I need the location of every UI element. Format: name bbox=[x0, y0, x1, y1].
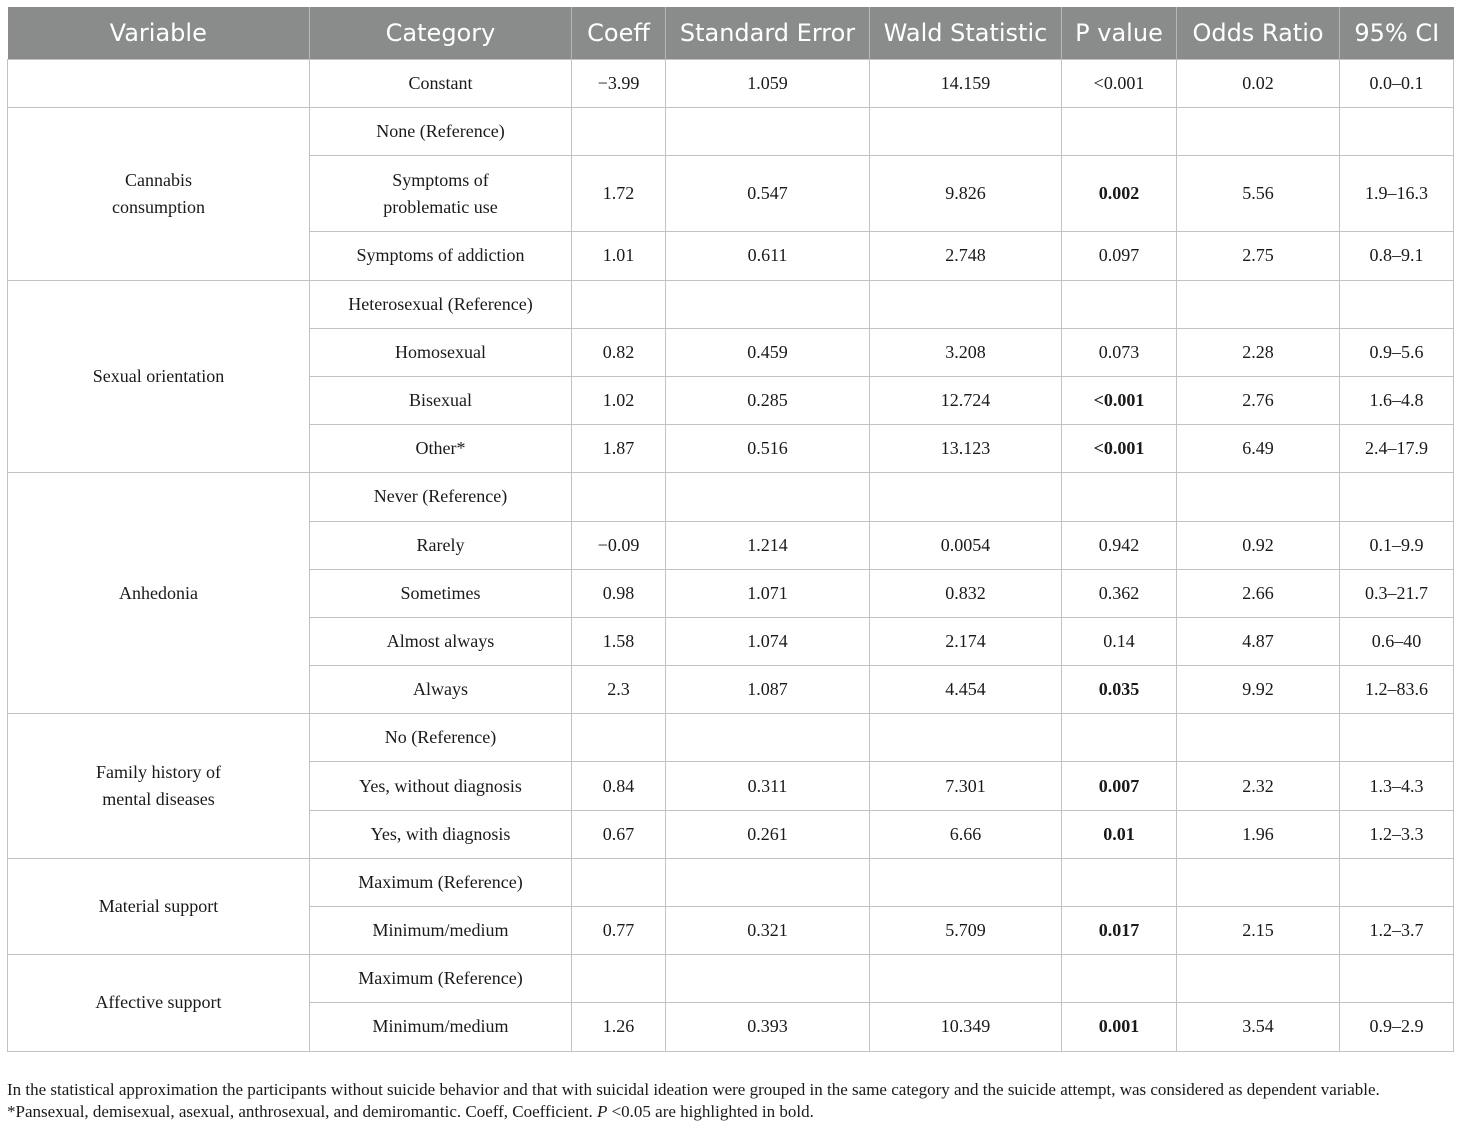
p-value-cell bbox=[1062, 108, 1177, 156]
odds-ratio-cell: 3.54 bbox=[1177, 1003, 1340, 1051]
category-cell: Rarely bbox=[310, 521, 572, 569]
wald-statistic-cell: 10.349 bbox=[870, 1003, 1062, 1051]
odds-ratio-cell: 2.15 bbox=[1177, 907, 1340, 955]
standard-error-cell bbox=[666, 955, 870, 1003]
category-cell: Sometimes bbox=[310, 569, 572, 617]
wald-statistic-cell: 0.0054 bbox=[870, 521, 1062, 569]
variable-cell: Affective support bbox=[8, 955, 310, 1051]
wald-statistic-cell: 9.826 bbox=[870, 156, 1062, 232]
wald-statistic-cell: 2.748 bbox=[870, 232, 1062, 280]
p-value-cell: 0.002 bbox=[1062, 156, 1177, 232]
odds-ratio-cell: 4.87 bbox=[1177, 617, 1340, 665]
category-cell: Minimum/medium bbox=[310, 907, 572, 955]
category-cell: Yes, with diagnosis bbox=[310, 810, 572, 858]
coeff-cell: 1.72 bbox=[572, 156, 666, 232]
standard-error-cell: 0.547 bbox=[666, 156, 870, 232]
ci-cell: 1.3–4.3 bbox=[1340, 762, 1454, 810]
footnote-p-symbol: P bbox=[596, 1102, 608, 1121]
wald-statistic-cell: 7.301 bbox=[870, 762, 1062, 810]
standard-error-cell: 0.611 bbox=[666, 232, 870, 280]
table-row bbox=[8, 955, 1454, 1003]
ci-cell bbox=[1340, 858, 1454, 906]
standard-error-cell: 1.087 bbox=[666, 666, 870, 714]
wald-statistic-cell: 3.208 bbox=[870, 328, 1062, 376]
standard-error-cell: 0.393 bbox=[666, 1003, 870, 1051]
ci-cell bbox=[1340, 714, 1454, 762]
footnote-text-2: <0.05 are highlighted in bold. bbox=[607, 1102, 814, 1121]
wald-statistic-cell: 0.832 bbox=[870, 569, 1062, 617]
p-value-cell: 0.01 bbox=[1062, 810, 1177, 858]
odds-ratio-cell: 1.96 bbox=[1177, 810, 1340, 858]
standard-error-cell bbox=[666, 280, 870, 328]
odds-ratio-cell: 2.28 bbox=[1177, 328, 1340, 376]
category-cell: Maximum (Reference) bbox=[310, 955, 572, 1003]
variable-cell: Cannabis consumption bbox=[8, 108, 310, 280]
wald-statistic-cell bbox=[870, 858, 1062, 906]
header-odds-ratio: Odds Ratio bbox=[1177, 7, 1340, 60]
odds-ratio-cell: 0.02 bbox=[1177, 60, 1340, 108]
ci-cell: 0.9–2.9 bbox=[1340, 1003, 1454, 1051]
p-value-cell: 0.007 bbox=[1062, 762, 1177, 810]
odds-ratio-cell: 0.92 bbox=[1177, 521, 1340, 569]
odds-ratio-cell: 2.66 bbox=[1177, 569, 1340, 617]
p-value-cell: 0.942 bbox=[1062, 521, 1177, 569]
coeff-cell bbox=[572, 108, 666, 156]
wald-statistic-cell: 5.709 bbox=[870, 907, 1062, 955]
standard-error-cell: 1.071 bbox=[666, 569, 870, 617]
coeff-cell: 1.87 bbox=[572, 425, 666, 473]
category-cell: Symptoms of problematic use bbox=[310, 156, 572, 232]
p-value-cell: <0.001 bbox=[1062, 376, 1177, 424]
ci-cell: 1.2–83.6 bbox=[1340, 666, 1454, 714]
wald-statistic-cell bbox=[870, 473, 1062, 521]
category-cell: Symptoms of addiction bbox=[310, 232, 572, 280]
ci-cell bbox=[1340, 955, 1454, 1003]
category-cell: Heterosexual (Reference) bbox=[310, 280, 572, 328]
ci-cell: 2.4–17.9 bbox=[1340, 425, 1454, 473]
wald-statistic-cell: 14.159 bbox=[870, 60, 1062, 108]
coeff-cell: 0.82 bbox=[572, 328, 666, 376]
odds-ratio-cell bbox=[1177, 858, 1340, 906]
header-p-value: P value bbox=[1062, 7, 1177, 60]
ci-cell bbox=[1340, 473, 1454, 521]
header-wald-statistic: Wald Statistic bbox=[870, 7, 1062, 60]
odds-ratio-cell: 6.49 bbox=[1177, 425, 1340, 473]
p-value-cell: 0.073 bbox=[1062, 328, 1177, 376]
p-value-cell: 0.362 bbox=[1062, 569, 1177, 617]
table-row bbox=[8, 280, 1454, 328]
odds-ratio-cell: 2.75 bbox=[1177, 232, 1340, 280]
odds-ratio-cell bbox=[1177, 714, 1340, 762]
ci-cell: 0.6–40 bbox=[1340, 617, 1454, 665]
odds-ratio-cell: 9.92 bbox=[1177, 666, 1340, 714]
footnote-text-1: In the statistical approximation the participants without suicide behavior and that with suicidal ideation were grouped in the same category and the suicide attempt, was considered as dependent variable. *Pansexual, demisexual, asexual, anthrosexual, and demiromantic. Coeff, Coefficient. bbox=[7, 1080, 1380, 1121]
header-standard-error: Standard Error bbox=[666, 7, 870, 60]
standard-error-cell: 1.214 bbox=[666, 521, 870, 569]
ci-cell: 1.2–3.7 bbox=[1340, 907, 1454, 955]
ci-cell: 0.1–9.9 bbox=[1340, 521, 1454, 569]
table-row bbox=[8, 60, 1454, 108]
ci-cell: 0.3–21.7 bbox=[1340, 569, 1454, 617]
category-cell: Homosexual bbox=[310, 328, 572, 376]
category-cell: Constant bbox=[310, 60, 572, 108]
ci-cell: 1.6–4.8 bbox=[1340, 376, 1454, 424]
standard-error-cell bbox=[666, 108, 870, 156]
odds-ratio-cell: 2.76 bbox=[1177, 376, 1340, 424]
standard-error-cell: 0.285 bbox=[666, 376, 870, 424]
p-value-cell bbox=[1062, 955, 1177, 1003]
standard-error-cell bbox=[666, 714, 870, 762]
p-value-cell bbox=[1062, 473, 1177, 521]
variable-cell: Family history of mental diseases bbox=[8, 714, 310, 859]
header-row bbox=[8, 7, 1454, 60]
wald-statistic-cell: 2.174 bbox=[870, 617, 1062, 665]
p-value-cell: 0.001 bbox=[1062, 1003, 1177, 1051]
p-value-cell: 0.017 bbox=[1062, 907, 1177, 955]
odds-ratio-cell: 5.56 bbox=[1177, 156, 1340, 232]
variable-cell: Sexual orientation bbox=[8, 280, 310, 473]
coeff-cell: −3.99 bbox=[572, 60, 666, 108]
p-value-cell bbox=[1062, 280, 1177, 328]
coeff-cell: 1.01 bbox=[572, 232, 666, 280]
standard-error-cell: 0.459 bbox=[666, 328, 870, 376]
header-ci: 95% CI bbox=[1340, 7, 1454, 60]
p-value-cell: 0.097 bbox=[1062, 232, 1177, 280]
coeff-cell: 0.77 bbox=[572, 907, 666, 955]
p-value-cell: 0.035 bbox=[1062, 666, 1177, 714]
category-cell: Maximum (Reference) bbox=[310, 858, 572, 906]
odds-ratio-cell bbox=[1177, 108, 1340, 156]
ci-cell: 0.9–5.6 bbox=[1340, 328, 1454, 376]
standard-error-cell bbox=[666, 473, 870, 521]
wald-statistic-cell bbox=[870, 714, 1062, 762]
coeff-cell: 0.98 bbox=[572, 569, 666, 617]
coeff-cell bbox=[572, 955, 666, 1003]
coeff-cell bbox=[572, 280, 666, 328]
ci-cell bbox=[1340, 108, 1454, 156]
variable-cell bbox=[8, 60, 310, 108]
category-cell: Always bbox=[310, 666, 572, 714]
table-footnote bbox=[7, 1079, 1457, 1123]
coeff-cell bbox=[572, 714, 666, 762]
standard-error-cell: 0.311 bbox=[666, 762, 870, 810]
standard-error-cell: 0.516 bbox=[666, 425, 870, 473]
logistic-regression-table bbox=[7, 7, 1454, 1052]
wald-statistic-cell bbox=[870, 108, 1062, 156]
coeff-cell: 1.58 bbox=[572, 617, 666, 665]
p-value-cell: 0.14 bbox=[1062, 617, 1177, 665]
coeff-cell bbox=[572, 473, 666, 521]
coeff-cell: −0.09 bbox=[572, 521, 666, 569]
p-value-cell bbox=[1062, 714, 1177, 762]
header-category: Category bbox=[310, 7, 572, 60]
standard-error-cell: 0.321 bbox=[666, 907, 870, 955]
table-row bbox=[8, 108, 1454, 156]
table-row bbox=[8, 714, 1454, 762]
wald-statistic-cell bbox=[870, 955, 1062, 1003]
category-cell: Yes, without diagnosis bbox=[310, 762, 572, 810]
odds-ratio-cell bbox=[1177, 473, 1340, 521]
standard-error-cell: 0.261 bbox=[666, 810, 870, 858]
standard-error-cell: 1.059 bbox=[666, 60, 870, 108]
category-cell: Almost always bbox=[310, 617, 572, 665]
category-cell: No (Reference) bbox=[310, 714, 572, 762]
coeff-cell bbox=[572, 858, 666, 906]
category-cell: Bisexual bbox=[310, 376, 572, 424]
header-variable: Variable bbox=[8, 7, 310, 60]
ci-cell: 1.2–3.3 bbox=[1340, 810, 1454, 858]
odds-ratio-cell bbox=[1177, 955, 1340, 1003]
ci-cell: 0.0–0.1 bbox=[1340, 60, 1454, 108]
coeff-cell: 0.67 bbox=[572, 810, 666, 858]
wald-statistic-cell: 13.123 bbox=[870, 425, 1062, 473]
wald-statistic-cell: 6.66 bbox=[870, 810, 1062, 858]
coeff-cell: 0.84 bbox=[572, 762, 666, 810]
wald-statistic-cell bbox=[870, 280, 1062, 328]
coeff-cell: 1.02 bbox=[572, 376, 666, 424]
wald-statistic-cell: 4.454 bbox=[870, 666, 1062, 714]
p-value-cell bbox=[1062, 858, 1177, 906]
ci-cell: 0.8–9.1 bbox=[1340, 232, 1454, 280]
category-cell: Minimum/medium bbox=[310, 1003, 572, 1051]
ci-cell: 1.9–16.3 bbox=[1340, 156, 1454, 232]
category-cell: None (Reference) bbox=[310, 108, 572, 156]
table-body bbox=[8, 60, 1454, 1052]
coeff-cell: 2.3 bbox=[572, 666, 666, 714]
table-row bbox=[8, 473, 1454, 521]
wald-statistic-cell: 12.724 bbox=[870, 376, 1062, 424]
variable-cell: Anhedonia bbox=[8, 473, 310, 714]
category-cell: Other* bbox=[310, 425, 572, 473]
coeff-cell: 1.26 bbox=[572, 1003, 666, 1051]
variable-cell: Material support bbox=[8, 858, 310, 954]
category-cell: Never (Reference) bbox=[310, 473, 572, 521]
odds-ratio-cell: 2.32 bbox=[1177, 762, 1340, 810]
standard-error-cell bbox=[666, 858, 870, 906]
p-value-cell: <0.001 bbox=[1062, 425, 1177, 473]
odds-ratio-cell bbox=[1177, 280, 1340, 328]
header-coeff: Coeff bbox=[572, 7, 666, 60]
p-value-cell: <0.001 bbox=[1062, 60, 1177, 108]
ci-cell bbox=[1340, 280, 1454, 328]
table-row bbox=[8, 858, 1454, 906]
standard-error-cell: 1.074 bbox=[666, 617, 870, 665]
